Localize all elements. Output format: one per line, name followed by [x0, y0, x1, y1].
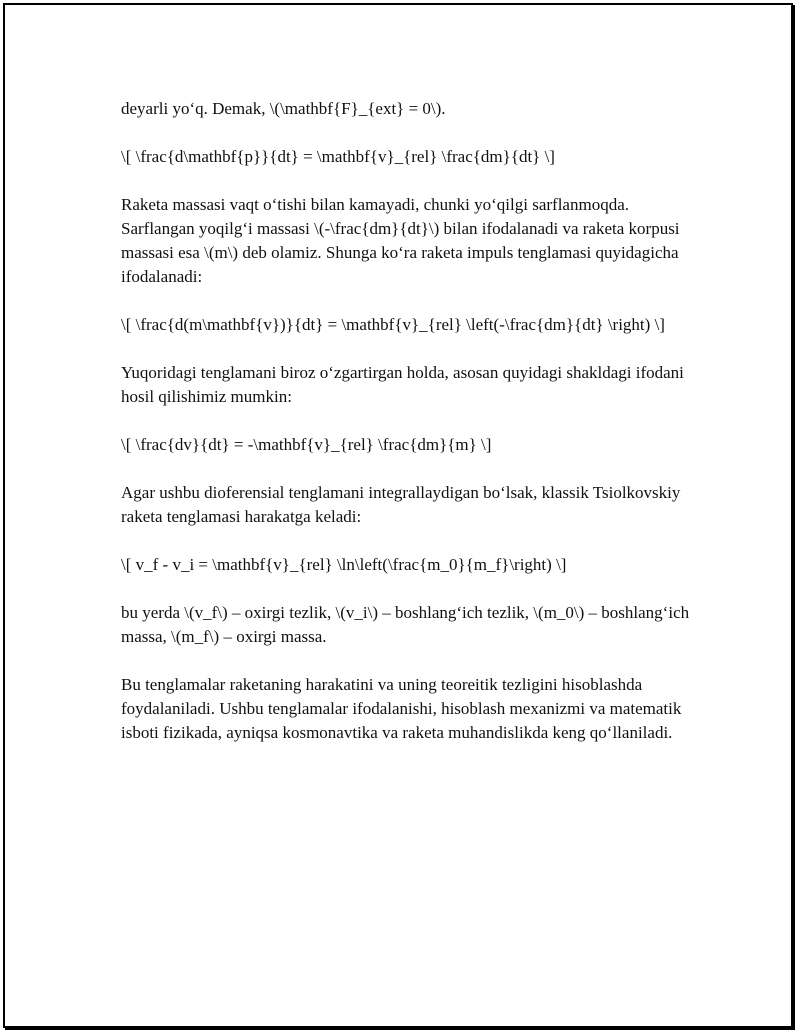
paragraph-mass-decrease: Raketa massasi vaqt o‘tishi bilan kamayadi, chunki yo‘qilgi sarflanmoqda. Sarflangan yoqilg‘i massasi \(-\frac{dm}{dt}\) bilan ifodalanadi va raketa korpusi massasi esa \(m\) deb olamiz. Shunga ko‘ra raketa impuls tenglamasi quyidagicha ifodalanadi:: [121, 195, 680, 286]
paragraph-integration: Agar ushbu dioferensial tenglamani integrallaydigan bo‘lsak, klassik Tsiolkovskiy raketa tenglamasi harakatga keladi:: [121, 483, 681, 526]
document-page: [3, 3, 793, 1028]
paragraph-conclusion: Bu tenglamalar raketaning harakatini va uning teoreitik tezligini hisoblashda foydalaniladi. Ushbu tenglamalar ifodalanishi, hisoblash mexanizmi va matematik isboti fizikada, ayniqsa kosmonavtika va raketa muhandislikda keng qo‘llaniladi.: [121, 675, 682, 742]
equation-tsiolkovsky: \[ v_f - v_i = \mathbf{v}_{rel} \ln\left(\frac{m_0}{m_f}\right) \]: [121, 555, 567, 574]
paragraph-fext-conclusion: deyarli yo‘q. Demak, \(\mathbf{F}_{ext} = 0\).: [121, 99, 446, 118]
paragraph-variable-definitions: bu yerda \(v_f\) – oxirgi tezlik, \(v_i\) – boshlang‘ich tezlik, \(m_0\) – boshlang‘ich massa, \(m_f\) – oxirgi massa.: [121, 603, 690, 646]
paragraph-transformation: Yuqoridagi tenglamani biroz o‘zgartirgan holda, asosan quyidagi shakldagi ifodani hosil qilishimiz mumkin:: [121, 363, 684, 406]
equation-momentum-rate: \[ \frac{d\mathbf{p}}{dt} = \mathbf{v}_{rel} \frac{dm}{dt} \]: [121, 147, 555, 166]
equation-velocity-differential: \[ \frac{dv}{dt} = -\mathbf{v}_{rel} \frac{dm}{m} \]: [121, 435, 492, 454]
equation-impulse: \[ \frac{d(m\mathbf{v})}{dt} = \mathbf{v}_{rel} \left(-\frac{dm}{dt} \right) \]: [121, 315, 665, 334]
document-body: [121, 97, 701, 769]
